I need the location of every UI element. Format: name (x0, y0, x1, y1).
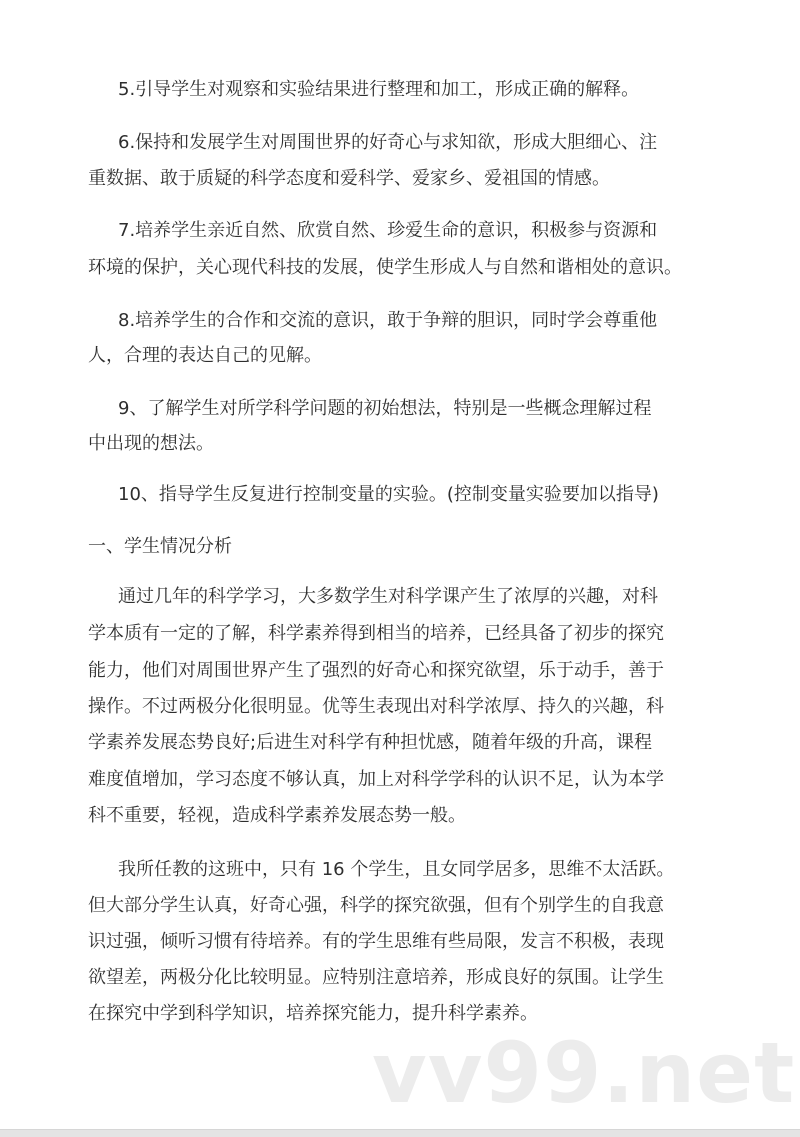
text-line: 7.培养学生亲近自然、欣赏自然、珍爱生命的意识，积极参与资源和 (118, 220, 658, 241)
text-line: 识过强，倾听习惯有待培养。有的学生思维有些局限，发言不积极，表现 (88, 931, 664, 952)
text-line: 欲望差，两极分化比较明显。应特别注意培养，形成良好的氛围。让学生 (88, 967, 664, 988)
text-line: 通过几年的科学学习，大多数学生对科学课产生了浓厚的兴趣，对科 (118, 586, 658, 607)
text-line: 但大部分学生认真，好奇心强，科学的探究欲强，但有个别学生的自我意 (88, 895, 664, 916)
text-line: 操作。不过两极分化很明显。优等生表现出对科学浓厚、持久的兴趣，科 (88, 696, 664, 717)
page-bottom-edge (0, 1129, 800, 1137)
section-heading: 一、学生情况分析 (88, 536, 232, 557)
text-line: 8.培养学生的合作和交流的意识，敢于争辩的胆识，同时学会尊重他 (118, 310, 658, 331)
text-line: 难度值增加，学习态度不够认真，加上对科学学科的认识不足，认为本学 (88, 769, 664, 790)
watermark: vv99.net (372, 1024, 796, 1122)
text-line: 6.保持和发展学生对周围世界的好奇心与求知欲，形成大胆细心、注 (118, 132, 658, 153)
text-line: 重数据、敢于质疑的科学态度和爱科学、爱家乡、爱祖国的情感。 (88, 168, 610, 189)
text-line: 环境的保护，关心现代科技的发展，使学生形成人与自然和谐相处的意识。 (88, 257, 682, 278)
text-line: 我所任教的这班中，只有 16 个学生，且女同学居多，思维不太活跃。 (118, 859, 675, 880)
text-line: 学本质有一定的了解，科学素养得到相当的培养，已经具备了初步的探究 (88, 623, 664, 644)
text-line: 人，合理的表达自己的见解。 (88, 345, 322, 366)
text-line: 10、指导学生反复进行控制变量的实验。(控制变量实验要加以指导) (118, 484, 659, 505)
text-line: 9、了解学生对所学科学问题的初始想法，特别是一些概念理解过程 (118, 398, 652, 419)
text-line: 学素养发展态势良好;后进生对科学有种担忧感，随着年级的升高，课程 (88, 732, 653, 753)
text-line: 在探究中学到科学知识，培养探究能力，提升科学素养。 (88, 1003, 538, 1024)
text-line: 能力，他们对周围世界产生了强烈的好奇心和探究欲望，乐于动手，善于 (88, 660, 664, 681)
text-line: 中出现的想法。 (88, 433, 214, 454)
text-line: 5.引导学生对观察和实验结果进行整理和加工，形成正确的解释。 (118, 79, 640, 100)
text-line: 科不重要，轻视，造成科学素养发展态势一般。 (88, 805, 466, 826)
